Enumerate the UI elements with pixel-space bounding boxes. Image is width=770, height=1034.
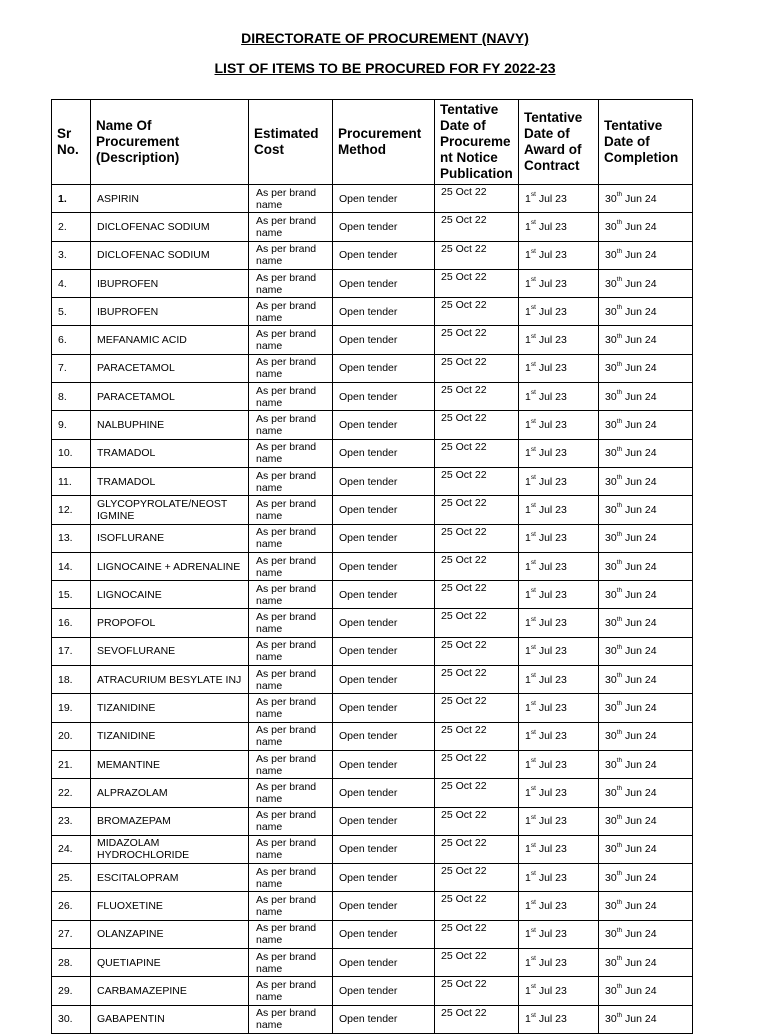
header-line: Tentative: [440, 102, 499, 117]
completion-date-cell: 30th Jun 24: [599, 439, 693, 467]
table-row: [52, 496, 693, 524]
notice-date-cell: 25 Oct 22: [435, 241, 519, 269]
award-date-cell: 1st Jul 23: [519, 326, 599, 354]
sr-no-cell: 12.: [52, 496, 91, 524]
procurement-method-cell: Open tender: [333, 298, 435, 326]
award-date-cell: 1st Jul 23: [519, 185, 599, 213]
table-row: [52, 383, 693, 411]
award-date-cell: 1st Jul 23: [519, 524, 599, 552]
table-row: [52, 807, 693, 835]
item-name-cell: IBUPROFEN: [91, 298, 249, 326]
completion-date-cell: 30th Jun 24: [599, 637, 693, 665]
document-subtitle: LIST OF ITEMS TO BE PROCURED FOR FY 2022-23: [214, 60, 556, 76]
table-row: [52, 241, 693, 269]
item-name-cell: GABAPENTIN: [91, 1005, 249, 1033]
notice-date-cell: 25 Oct 22: [435, 269, 519, 297]
sr-no-cell: 11.: [52, 467, 91, 495]
completion-date-cell: 30th Jun 24: [599, 949, 693, 977]
sr-no-cell: 26.: [52, 892, 91, 920]
sr-no-cell: 14.: [52, 552, 91, 580]
procurement-method-cell: Open tender: [333, 892, 435, 920]
sr-no-cell: 18.: [52, 666, 91, 694]
procurement-method-cell: Open tender: [333, 750, 435, 778]
item-name-cell: OLANZAPINE: [91, 920, 249, 948]
award-date-cell: 1st Jul 23: [519, 241, 599, 269]
item-name-cell: ESCITALOPRAM: [91, 864, 249, 892]
sr-no-cell: 13.: [52, 524, 91, 552]
table-row: [52, 439, 693, 467]
sr-no-cell: 21.: [52, 750, 91, 778]
col-header-completion-date: [599, 100, 693, 185]
completion-date-cell: 30th Jun 24: [599, 807, 693, 835]
completion-date-cell: 30th Jun 24: [599, 779, 693, 807]
item-name-cell: ALPRAZOLAM: [91, 779, 249, 807]
completion-date-cell: 30th Jun 24: [599, 383, 693, 411]
header-line: Cost: [254, 142, 284, 157]
notice-date-cell: 25 Oct 22: [435, 666, 519, 694]
item-name-cell: QUETIAPINE: [91, 949, 249, 977]
header-line: Method: [338, 142, 386, 157]
procurement-method-cell: Open tender: [333, 185, 435, 213]
sr-no-cell: 23.: [52, 807, 91, 835]
award-date-cell: 1st Jul 23: [519, 609, 599, 637]
estimated-cost-cell: As per brand name: [249, 920, 333, 948]
estimated-cost-cell: As per brand name: [249, 779, 333, 807]
estimated-cost-cell: As per brand name: [249, 326, 333, 354]
award-date-cell: 1st Jul 23: [519, 779, 599, 807]
estimated-cost-cell: As per brand name: [249, 298, 333, 326]
notice-date-cell: 25 Oct 22: [435, 835, 519, 863]
procurement-method-cell: Open tender: [333, 581, 435, 609]
table-row: [52, 185, 693, 213]
header-line: Procurement: [96, 134, 180, 149]
completion-date-cell: 30th Jun 24: [599, 326, 693, 354]
item-name-cell: CARBAMAZEPINE: [91, 977, 249, 1005]
header-line: Completion: [604, 150, 679, 165]
estimated-cost-cell: As per brand name: [249, 524, 333, 552]
procurement-method-cell: Open tender: [333, 552, 435, 580]
completion-date-cell: 30th Jun 24: [599, 977, 693, 1005]
estimated-cost-cell: As per brand name: [249, 241, 333, 269]
award-date-cell: 1st Jul 23: [519, 467, 599, 495]
award-date-cell: 1st Jul 23: [519, 354, 599, 382]
sr-no-cell: 24.: [52, 835, 91, 863]
award-date-cell: 1st Jul 23: [519, 835, 599, 863]
procurement-method-cell: Open tender: [333, 241, 435, 269]
award-date-cell: 1st Jul 23: [519, 666, 599, 694]
item-name-cell: DICLOFENAC SODIUM: [91, 241, 249, 269]
col-header-name: [91, 100, 249, 185]
estimated-cost-cell: As per brand name: [249, 383, 333, 411]
completion-date-cell: 30th Jun 24: [599, 213, 693, 241]
header-line: Tentative: [604, 118, 663, 133]
completion-date-cell: 30th Jun 24: [599, 581, 693, 609]
estimated-cost-cell: As per brand name: [249, 666, 333, 694]
table-row: [52, 581, 693, 609]
document-title: DIRECTORATE OF PROCUREMENT (NAVY): [241, 30, 529, 46]
notice-date-cell: 25 Oct 22: [435, 807, 519, 835]
table-row: [52, 609, 693, 637]
notice-date-cell: 25 Oct 22: [435, 750, 519, 778]
notice-date-cell: 25 Oct 22: [435, 354, 519, 382]
table-row: [52, 666, 693, 694]
header-line: Name Of: [96, 118, 152, 133]
estimated-cost-cell: As per brand name: [249, 439, 333, 467]
estimated-cost-cell: As per brand name: [249, 269, 333, 297]
table-row: [52, 864, 693, 892]
header-line: Tentative: [524, 110, 583, 125]
table-row: [52, 835, 693, 863]
item-name-cell: TRAMADOL: [91, 439, 249, 467]
procurement-method-cell: Open tender: [333, 383, 435, 411]
procurement-method-cell: Open tender: [333, 326, 435, 354]
table-row: [52, 722, 693, 750]
completion-date-cell: 30th Jun 24: [599, 354, 693, 382]
item-name-cell: TIZANIDINE: [91, 694, 249, 722]
notice-date-cell: 25 Oct 22: [435, 864, 519, 892]
procurement-method-cell: Open tender: [333, 864, 435, 892]
item-name-cell: MEFANAMIC ACID: [91, 326, 249, 354]
procurement-method-cell: Open tender: [333, 467, 435, 495]
award-date-cell: 1st Jul 23: [519, 581, 599, 609]
estimated-cost-cell: As per brand name: [249, 467, 333, 495]
estimated-cost-cell: As per brand name: [249, 609, 333, 637]
table-header-row: [52, 100, 693, 185]
notice-date-cell: 25 Oct 22: [435, 977, 519, 1005]
item-name-cell: SEVOFLURANE: [91, 637, 249, 665]
award-date-cell: 1st Jul 23: [519, 439, 599, 467]
notice-date-cell: 25 Oct 22: [435, 637, 519, 665]
procurement-method-cell: Open tender: [333, 609, 435, 637]
procurement-method-cell: Open tender: [333, 949, 435, 977]
table-row: [52, 779, 693, 807]
notice-date-cell: 25 Oct 22: [435, 581, 519, 609]
header-line: nt Notice: [440, 150, 498, 165]
estimated-cost-cell: As per brand name: [249, 496, 333, 524]
table-row: [52, 467, 693, 495]
notice-date-cell: 25 Oct 22: [435, 467, 519, 495]
estimated-cost-cell: As per brand name: [249, 892, 333, 920]
sr-no-cell: 27.: [52, 920, 91, 948]
sr-no-cell: 15.: [52, 581, 91, 609]
procurement-method-cell: Open tender: [333, 666, 435, 694]
header-line: Publication: [440, 166, 513, 181]
sr-no-cell: 29.: [52, 977, 91, 1005]
award-date-cell: 1st Jul 23: [519, 298, 599, 326]
sr-no-cell: 4.: [52, 269, 91, 297]
header-line: (Description): [96, 150, 180, 165]
notice-date-cell: 25 Oct 22: [435, 439, 519, 467]
procurement-method-cell: Open tender: [333, 920, 435, 948]
award-date-cell: 1st Jul 23: [519, 213, 599, 241]
table-row: [52, 326, 693, 354]
header-line: No.: [57, 142, 79, 157]
award-date-cell: 1st Jul 23: [519, 920, 599, 948]
col-header-method: [333, 100, 435, 185]
procurement-method-cell: Open tender: [333, 411, 435, 439]
completion-date-cell: 30th Jun 24: [599, 411, 693, 439]
completion-date-cell: 30th Jun 24: [599, 496, 693, 524]
award-date-cell: 1st Jul 23: [519, 750, 599, 778]
notice-date-cell: 25 Oct 22: [435, 609, 519, 637]
col-header-cost: [249, 100, 333, 185]
award-date-cell: 1st Jul 23: [519, 864, 599, 892]
completion-date-cell: 30th Jun 24: [599, 864, 693, 892]
item-name-cell: PARACETAMOL: [91, 383, 249, 411]
notice-date-cell: 25 Oct 22: [435, 694, 519, 722]
procurement-method-cell: Open tender: [333, 524, 435, 552]
header-line: Contract: [524, 158, 580, 173]
procurement-method-cell: Open tender: [333, 722, 435, 750]
completion-date-cell: 30th Jun 24: [599, 467, 693, 495]
completion-date-cell: 30th Jun 24: [599, 298, 693, 326]
col-header-notice-date: [435, 100, 519, 185]
award-date-cell: 1st Jul 23: [519, 269, 599, 297]
award-date-cell: 1st Jul 23: [519, 722, 599, 750]
notice-date-cell: 25 Oct 22: [435, 213, 519, 241]
item-name-cell: ATRACURIUM BESYLATE INJ: [91, 666, 249, 694]
procurement-method-cell: Open tender: [333, 354, 435, 382]
award-date-cell: 1st Jul 23: [519, 552, 599, 580]
sr-no-cell: 8.: [52, 383, 91, 411]
item-name-cell: TRAMADOL: [91, 467, 249, 495]
completion-date-cell: 30th Jun 24: [599, 750, 693, 778]
table-row: [52, 977, 693, 1005]
sr-no-cell: 5.: [52, 298, 91, 326]
table-row: [52, 1005, 693, 1033]
item-name-cell: GLYCOPYROLATE/NEOST IGMINE: [91, 496, 249, 524]
item-name-cell: LIGNOCAINE + ADRENALINE: [91, 552, 249, 580]
notice-date-cell: 25 Oct 22: [435, 496, 519, 524]
sr-no-cell: 3.: [52, 241, 91, 269]
item-name-cell: MEMANTINE: [91, 750, 249, 778]
item-name-cell: LIGNOCAINE: [91, 581, 249, 609]
notice-date-cell: 25 Oct 22: [435, 524, 519, 552]
estimated-cost-cell: As per brand name: [249, 750, 333, 778]
item-name-cell: PROPOFOL: [91, 609, 249, 637]
estimated-cost-cell: As per brand name: [249, 864, 333, 892]
header-line: Date of: [524, 126, 570, 141]
item-name-cell: PARACETAMOL: [91, 354, 249, 382]
header-line: Procurement: [338, 126, 422, 141]
award-date-cell: 1st Jul 23: [519, 949, 599, 977]
estimated-cost-cell: As per brand name: [249, 354, 333, 382]
sr-no-cell: 7.: [52, 354, 91, 382]
item-name-cell: ASPIRIN: [91, 185, 249, 213]
completion-date-cell: 30th Jun 24: [599, 722, 693, 750]
estimated-cost-cell: As per brand name: [249, 552, 333, 580]
notice-date-cell: 25 Oct 22: [435, 383, 519, 411]
notice-date-cell: 25 Oct 22: [435, 949, 519, 977]
sr-no-cell: 28.: [52, 949, 91, 977]
table-row: [52, 637, 693, 665]
completion-date-cell: 30th Jun 24: [599, 185, 693, 213]
notice-date-cell: 25 Oct 22: [435, 779, 519, 807]
estimated-cost-cell: As per brand name: [249, 581, 333, 609]
sr-no-cell: 1.: [52, 185, 91, 213]
estimated-cost-cell: As per brand name: [249, 1005, 333, 1033]
item-name-cell: FLUOXETINE: [91, 892, 249, 920]
notice-date-cell: 25 Oct 22: [435, 298, 519, 326]
completion-date-cell: 30th Jun 24: [599, 609, 693, 637]
award-date-cell: 1st Jul 23: [519, 1005, 599, 1033]
estimated-cost-cell: As per brand name: [249, 835, 333, 863]
sr-no-cell: 25.: [52, 864, 91, 892]
header-line: Sr: [57, 126, 72, 141]
notice-date-cell: 25 Oct 22: [435, 722, 519, 750]
estimated-cost-cell: As per brand name: [249, 949, 333, 977]
item-name-cell: ISOFLURANE: [91, 524, 249, 552]
procurement-method-cell: Open tender: [333, 269, 435, 297]
procurement-method-cell: Open tender: [333, 807, 435, 835]
award-date-cell: 1st Jul 23: [519, 411, 599, 439]
table-row: [52, 524, 693, 552]
item-name-cell: DICLOFENAC SODIUM: [91, 213, 249, 241]
sr-no-cell: 22.: [52, 779, 91, 807]
procurement-method-cell: Open tender: [333, 637, 435, 665]
award-date-cell: 1st Jul 23: [519, 807, 599, 835]
table-row: [52, 949, 693, 977]
completion-date-cell: 30th Jun 24: [599, 920, 693, 948]
table-row: [52, 920, 693, 948]
estimated-cost-cell: As per brand name: [249, 807, 333, 835]
procurement-method-cell: Open tender: [333, 694, 435, 722]
notice-date-cell: 25 Oct 22: [435, 185, 519, 213]
header-line: Date of: [604, 134, 650, 149]
table-row: [52, 750, 693, 778]
sr-no-cell: 16.: [52, 609, 91, 637]
header-line: Procureme: [440, 134, 511, 149]
table-row: [52, 552, 693, 580]
sr-no-cell: 19.: [52, 694, 91, 722]
table-row: [52, 411, 693, 439]
procurement-method-cell: Open tender: [333, 496, 435, 524]
award-date-cell: 1st Jul 23: [519, 694, 599, 722]
completion-date-cell: 30th Jun 24: [599, 524, 693, 552]
notice-date-cell: 25 Oct 22: [435, 326, 519, 354]
award-date-cell: 1st Jul 23: [519, 383, 599, 411]
header-line: Award of: [524, 142, 582, 157]
sr-no-cell: 9.: [52, 411, 91, 439]
estimated-cost-cell: As per brand name: [249, 977, 333, 1005]
table-row: [52, 298, 693, 326]
completion-date-cell: 30th Jun 24: [599, 241, 693, 269]
table-row: [52, 213, 693, 241]
header-line: Estimated: [254, 126, 319, 141]
item-name-cell: MIDAZOLAM HYDROCHLORIDE: [91, 835, 249, 863]
award-date-cell: 1st Jul 23: [519, 496, 599, 524]
notice-date-cell: 25 Oct 22: [435, 920, 519, 948]
procurement-method-cell: Open tender: [333, 835, 435, 863]
completion-date-cell: 30th Jun 24: [599, 552, 693, 580]
completion-date-cell: 30th Jun 24: [599, 835, 693, 863]
item-name-cell: BROMAZEPAM: [91, 807, 249, 835]
item-name-cell: TIZANIDINE: [91, 722, 249, 750]
completion-date-cell: 30th Jun 24: [599, 892, 693, 920]
notice-date-cell: 25 Oct 22: [435, 552, 519, 580]
estimated-cost-cell: As per brand name: [249, 637, 333, 665]
procurement-method-cell: Open tender: [333, 1005, 435, 1033]
sr-no-cell: 30.: [52, 1005, 91, 1033]
estimated-cost-cell: As per brand name: [249, 411, 333, 439]
table-body: [52, 185, 693, 1034]
col-header-award-date: [519, 100, 599, 185]
completion-date-cell: 30th Jun 24: [599, 269, 693, 297]
procurement-method-cell: Open tender: [333, 213, 435, 241]
estimated-cost-cell: As per brand name: [249, 694, 333, 722]
table-row: [52, 354, 693, 382]
table-row: [52, 269, 693, 297]
sr-no-cell: 2.: [52, 213, 91, 241]
sr-no-cell: 10.: [52, 439, 91, 467]
col-header-sr-no: [52, 100, 91, 185]
estimated-cost-cell: As per brand name: [249, 722, 333, 750]
award-date-cell: 1st Jul 23: [519, 892, 599, 920]
sr-no-cell: 20.: [52, 722, 91, 750]
notice-date-cell: 25 Oct 22: [435, 1005, 519, 1033]
procurement-method-cell: Open tender: [333, 779, 435, 807]
item-name-cell: IBUPROFEN: [91, 269, 249, 297]
procurement-method-cell: Open tender: [333, 977, 435, 1005]
estimated-cost-cell: As per brand name: [249, 185, 333, 213]
completion-date-cell: 30th Jun 24: [599, 666, 693, 694]
award-date-cell: 1st Jul 23: [519, 637, 599, 665]
sr-no-cell: 6.: [52, 326, 91, 354]
procurement-method-cell: Open tender: [333, 439, 435, 467]
award-date-cell: 1st Jul 23: [519, 977, 599, 1005]
completion-date-cell: 30th Jun 24: [599, 1005, 693, 1033]
notice-date-cell: 25 Oct 22: [435, 892, 519, 920]
estimated-cost-cell: As per brand name: [249, 213, 333, 241]
procurement-table: [51, 99, 693, 1034]
header-line: Date of: [440, 118, 486, 133]
item-name-cell: NALBUPHINE: [91, 411, 249, 439]
completion-date-cell: 30th Jun 24: [599, 694, 693, 722]
table-row: [52, 892, 693, 920]
sr-no-cell: 17.: [52, 637, 91, 665]
table-row: [52, 694, 693, 722]
notice-date-cell: 25 Oct 22: [435, 411, 519, 439]
